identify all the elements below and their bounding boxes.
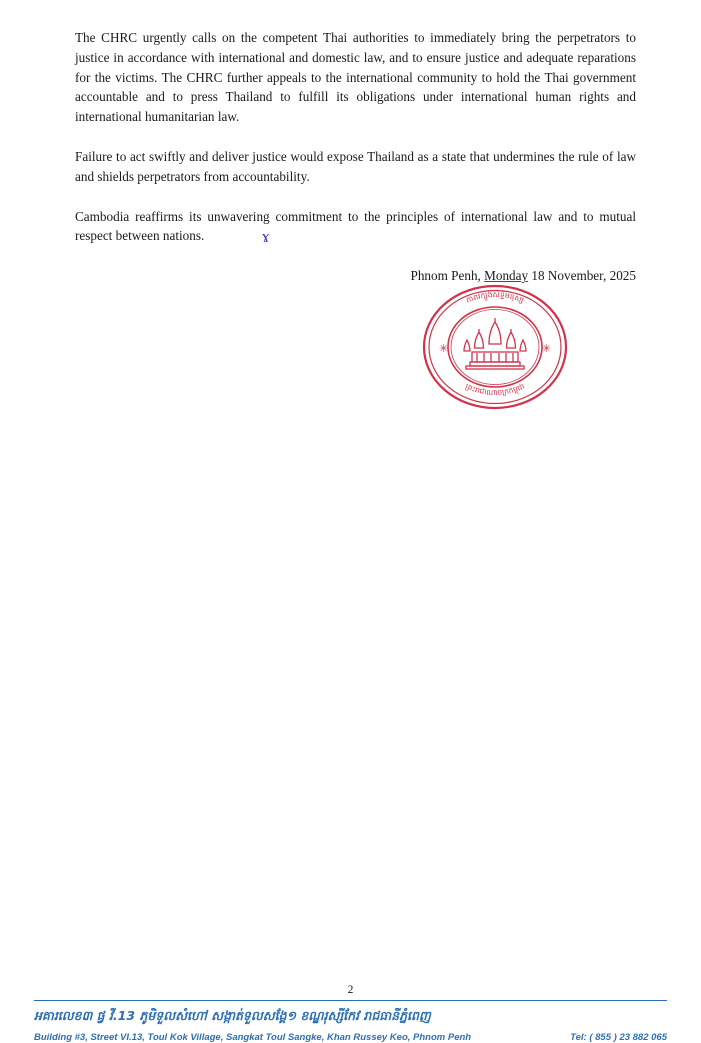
footer-address-english: Building #3, Street VI.13, Toul Kok Village, Sangkat Toul Sangke, Khan Russey Keo, Phnom Penh <box>34 1032 472 1043</box>
paragraph-2: Failure to act swiftly and deliver justice would expose Thailand as a state that undermines the rule of law and shields perpetrators from accountability. <box>75 148 636 184</box>
dateline-underlined-day: Monday <box>484 268 529 283</box>
dateline <box>75 267 636 285</box>
dateline-prefix: Phnom Penh, <box>410 268 485 283</box>
svg-text:ព្រះរាជាណាចក្រកម្ពុជា: ព្រះរាជាណាចក្រកម្ពុជា <box>464 381 526 398</box>
svg-text:✳: ✳ <box>542 342 552 355</box>
footer-divider <box>34 1000 667 1001</box>
paragraph-3: Cambodia reaffirms its unwavering commitment to the principles of international law and to mutual respect between nations. <box>75 208 636 244</box>
official-seal <box>422 284 568 410</box>
svg-text:✳: ✳ <box>439 342 449 355</box>
svg-text:ភាពរក្សួងសិទ្ធិមនុស្ស: ភាពរក្សួងសិទ្ធិមនុស្ស <box>464 289 526 305</box>
footer-telephone: Tel: ( 855 ) 23 882 065 <box>570 1032 667 1043</box>
paragraph-1: The CHRC urgently calls on the competent Thai authorities to immediately bring the perpetrators to justice in accordance with international and domestic law, and to ensure justice and adequate reparations for the victims. The CHRC further appeals to the international community to hold the Thai government accountable and to press Thailand to fulfill its obligations under international human rights and international humanitarian law. <box>75 30 636 125</box>
footer-address-khmer: អគារលេខ៣ ផ្វ វី.13 ភូមិទួលសំហៅ សង្កាត់ទួលសង្គែ១ ខណ្ឌរុស្សីកែវ រាជធានីភ្នំពេញ <box>34 1008 431 1023</box>
dateline-suffix: 18 November, 2025 <box>528 268 636 283</box>
handwritten-signature-mark: ɤ <box>262 227 270 246</box>
page-number: 2 <box>347 984 354 996</box>
document-body <box>75 28 636 246</box>
